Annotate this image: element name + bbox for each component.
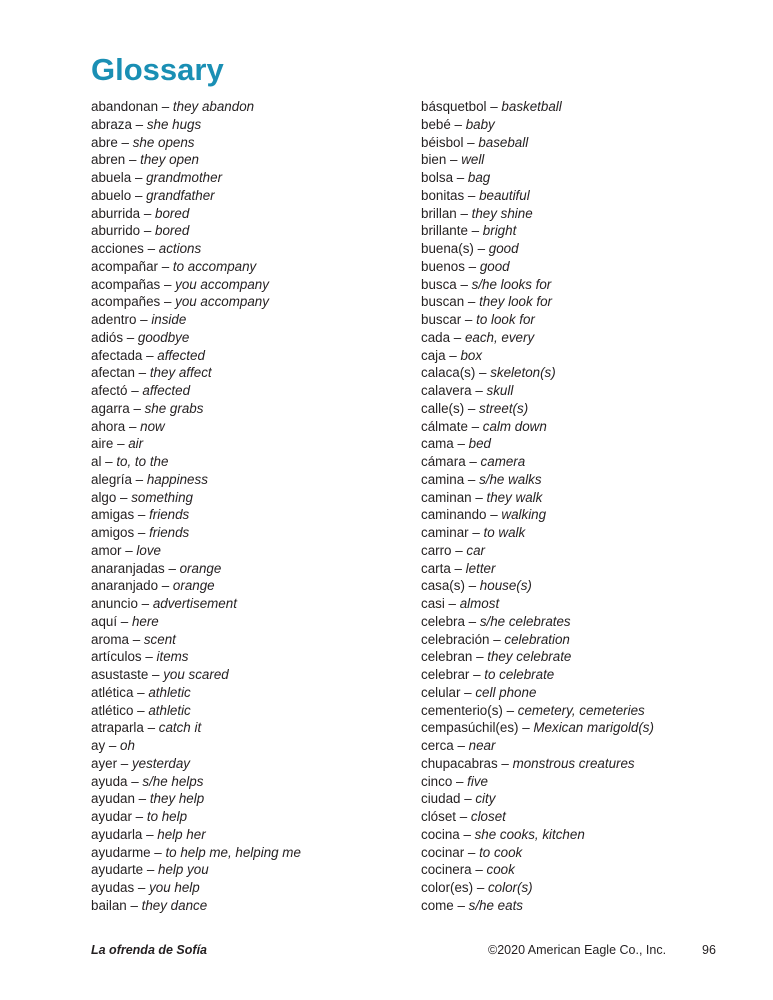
english-translation: they dance xyxy=(141,897,208,913)
english-translation: you help xyxy=(149,880,200,895)
spanish-term: ayuda xyxy=(91,773,128,789)
glossary-entry: aire – air xyxy=(91,436,144,452)
english-translation: walking xyxy=(501,507,547,523)
glossary-entry: celebrar – to celebrate xyxy=(421,667,555,682)
spanish-term: atlética xyxy=(91,684,134,700)
spanish-term: acompañar xyxy=(91,258,158,274)
english-translation: to look for xyxy=(476,312,535,327)
glossary-entry: caja – box xyxy=(421,347,483,363)
spanish-term: aburrida xyxy=(91,205,141,221)
english-translation: you scared xyxy=(163,667,229,682)
glossary-entry: casi – almost xyxy=(421,596,500,611)
glossary-entry: bebé – baby xyxy=(421,116,495,132)
english-translation: to walk xyxy=(483,525,526,540)
spanish-term: ayer xyxy=(91,755,118,771)
spanish-term: bolsa xyxy=(421,170,454,185)
spanish-term: ayudarme xyxy=(91,844,151,860)
glossary-entry: buscar – to look for xyxy=(421,312,535,327)
english-translation: basketball xyxy=(501,99,562,114)
english-translation: you accompany xyxy=(175,276,269,292)
spanish-term: amor xyxy=(91,542,122,558)
spanish-term: celebrar xyxy=(421,667,470,682)
glossary-entry: béisbol – baseball xyxy=(421,134,529,150)
spanish-term: celular xyxy=(421,684,461,700)
english-translation: now xyxy=(140,418,165,434)
spanish-term: atraparla xyxy=(91,720,144,736)
glossary-entry: cinco – five xyxy=(421,773,488,789)
glossary-entry: celebran – they celebrate xyxy=(421,649,572,665)
spanish-term: ayudarte xyxy=(91,862,144,878)
glossary-entry: abuelo – grandfather xyxy=(91,187,215,203)
english-translation: they look for xyxy=(479,294,553,310)
glossary-entry: aquí – here xyxy=(91,613,159,629)
english-translation: you accompany xyxy=(175,294,269,310)
english-translation: she grabs xyxy=(144,400,204,416)
english-translation: letter xyxy=(465,560,496,576)
spanish-term: ayudas xyxy=(91,880,135,895)
glossary-entry: busca – s/he looks for xyxy=(421,276,552,292)
spanish-term: come xyxy=(421,897,454,913)
spanish-term: cempasúchil(es) xyxy=(421,720,519,736)
glossary-entry: cempasúchil(es) – Mexican marigold(s) xyxy=(421,720,654,736)
english-translation: grandfather xyxy=(146,187,215,203)
english-translation: beautiful xyxy=(479,187,530,203)
glossary-entry: ayuda – s/he helps xyxy=(91,773,204,789)
glossary-entry: alegría – happiness xyxy=(91,471,208,487)
english-translation: something xyxy=(131,489,194,505)
spanish-term: color(es) xyxy=(421,880,474,895)
english-translation: cell phone xyxy=(475,684,537,700)
glossary-entry: adentro – inside xyxy=(91,312,187,327)
spanish-term: asustaste xyxy=(91,667,149,682)
english-translation: s/he walks xyxy=(479,471,542,487)
english-translation: grandmother xyxy=(146,170,223,185)
glossary-entry: calavera – skull xyxy=(421,383,514,398)
glossary-entry: brillan – they shine xyxy=(421,205,533,221)
spanish-term: buscan xyxy=(421,294,465,310)
glossary-entry: atlética – athletic xyxy=(91,684,191,700)
spanish-term: abuelo xyxy=(91,187,132,203)
english-translation: air xyxy=(128,436,144,452)
spanish-term: amigas xyxy=(91,507,135,523)
spanish-term: busca xyxy=(421,276,457,292)
spanish-term: ay xyxy=(91,738,106,753)
spanish-term: buenos xyxy=(421,258,465,274)
glossary-entry: celular – cell phone xyxy=(421,684,537,700)
english-translation: monstrous creatures xyxy=(512,755,635,771)
spanish-term: caja xyxy=(421,347,446,363)
spanish-term: camina xyxy=(421,471,465,487)
english-translation: they open xyxy=(140,152,199,168)
glossary-entry: calaca(s) – skeleton(s) xyxy=(421,365,556,381)
spanish-term: acompañas xyxy=(91,276,161,292)
glossary-entry: afectan – they affect xyxy=(91,365,212,381)
glossary-entry: abren – they open xyxy=(91,152,199,168)
glossary-entry: anaranjado – orange xyxy=(91,578,215,594)
spanish-term: básquetbol xyxy=(421,99,487,114)
english-translation: almost xyxy=(459,596,500,611)
english-translation: s/he eats xyxy=(468,897,523,913)
spanish-term: adentro xyxy=(91,312,137,327)
glossary-entry: aburrida – bored xyxy=(91,205,190,221)
spanish-term: cinco xyxy=(421,773,453,789)
english-translation: goodbye xyxy=(137,329,190,345)
english-translation: affected xyxy=(157,347,205,363)
english-translation: celebration xyxy=(504,631,570,647)
glossary-entry: chupacabras – monstrous creatures xyxy=(421,755,635,771)
english-translation: car xyxy=(466,542,486,558)
spanish-term: cerca xyxy=(421,738,454,753)
english-translation: calm down xyxy=(482,418,547,434)
english-translation: they celebrate xyxy=(487,649,572,665)
spanish-term: casa(s) xyxy=(421,578,465,594)
spanish-term: caminar xyxy=(421,525,469,540)
spanish-term: ayudan xyxy=(91,791,135,807)
spanish-term: bonitas xyxy=(421,187,465,203)
english-translation: inside xyxy=(151,312,187,327)
spanish-term: aire xyxy=(91,436,114,452)
glossary-entry: abre – she opens xyxy=(91,134,195,150)
english-translation: s/he looks for xyxy=(471,276,552,292)
spanish-term: caminan xyxy=(421,489,472,505)
spanish-term: ahora xyxy=(91,418,126,434)
english-translation: she hugs xyxy=(146,116,202,132)
english-translation: to cook xyxy=(479,844,523,860)
glossary-column-right xyxy=(421,98,654,915)
spanish-term: bailan xyxy=(91,897,127,913)
glossary-entry: ayudar – to help xyxy=(91,809,188,824)
glossary-entry: ciudad – city xyxy=(421,791,496,807)
spanish-term: aroma xyxy=(91,631,129,647)
english-translation: here xyxy=(131,613,159,629)
glossary-entry: atraparla – catch it xyxy=(91,720,202,736)
english-translation: street(s) xyxy=(479,400,529,416)
glossary-entry: aroma – scent xyxy=(91,631,176,647)
english-translation: they shine xyxy=(471,205,533,221)
spanish-term: cocina xyxy=(421,826,460,842)
spanish-term: abandonan xyxy=(91,99,159,114)
spanish-term: buscar xyxy=(421,312,462,327)
spanish-term: caminando xyxy=(421,507,487,523)
glossary-entry: cocinar – to cook xyxy=(421,844,523,860)
glossary-entry: ayer – yesterday xyxy=(91,755,191,771)
spanish-term: chupacabras xyxy=(421,755,498,771)
glossary-entry: brillante – bright xyxy=(421,223,517,239)
glossary-column-left xyxy=(91,98,301,915)
glossary-entry: calle(s) – street(s) xyxy=(421,400,529,416)
spanish-term: afectan xyxy=(91,365,135,381)
glossary-entry: caminando – walking xyxy=(421,507,547,523)
spanish-term: al xyxy=(91,454,102,469)
english-translation: closet xyxy=(470,809,506,824)
glossary-entry: casa(s) – house(s) xyxy=(421,578,532,594)
english-translation: well xyxy=(461,152,485,168)
english-translation: orange xyxy=(179,560,222,576)
spanish-term: casi xyxy=(421,596,445,611)
english-translation: house(s) xyxy=(479,578,532,594)
glossary-entry: celebración – celebration xyxy=(421,631,570,647)
english-translation: Mexican marigold(s) xyxy=(533,720,654,736)
glossary-entry: come – s/he eats xyxy=(421,897,523,913)
english-translation: bed xyxy=(468,436,491,452)
spanish-term: ayudar xyxy=(91,809,132,824)
english-translation: to, to the xyxy=(116,454,169,469)
english-translation: to help me, helping me xyxy=(165,844,301,860)
spanish-term: amigos xyxy=(91,525,135,540)
glossary-entry: bailan – they dance xyxy=(91,897,208,913)
glossary-entry: adiós – goodbye xyxy=(91,329,190,345)
english-translation: camera xyxy=(480,454,526,469)
english-translation: help you xyxy=(158,862,209,878)
english-translation: athletic xyxy=(148,702,191,718)
glossary-entry: ayudan – they help xyxy=(91,791,205,807)
english-translation: good xyxy=(479,258,510,274)
english-translation: each, every xyxy=(464,329,535,345)
spanish-term: celebración xyxy=(421,631,490,647)
english-translation: they abandon xyxy=(172,99,255,114)
spanish-term: abuela xyxy=(91,170,132,185)
glossary-entry: algo – something xyxy=(91,489,194,505)
glossary-entry: acompañar – to accompany xyxy=(91,258,257,274)
spanish-term: ayudarla xyxy=(91,826,143,842)
spanish-term: acompañes xyxy=(91,294,161,310)
english-translation: bored xyxy=(155,205,190,221)
spanish-term: cálmate xyxy=(421,418,468,434)
glossary-entry: ayudas – you help xyxy=(91,880,200,895)
english-translation: advertisement xyxy=(152,596,237,611)
glossary-entry: cocina – she cooks, kitchen xyxy=(421,826,585,842)
glossary-entry: bonitas – beautiful xyxy=(421,187,530,203)
spanish-term: alegría xyxy=(91,471,132,487)
spanish-term: anaranjadas xyxy=(91,560,165,576)
spanish-term: cocinar xyxy=(421,844,465,860)
spanish-term: béisbol xyxy=(421,134,464,150)
spanish-term: aburrido xyxy=(91,223,141,239)
spanish-term: acciones xyxy=(91,241,144,256)
glossary-entry: abandonan – they abandon xyxy=(91,99,255,114)
spanish-term: clóset xyxy=(421,809,456,824)
glossary-entry: caminar – to walk xyxy=(421,525,526,540)
page-title: Glossary xyxy=(91,52,224,87)
glossary-entry: acciones – actions xyxy=(91,241,202,256)
glossary-entry: color(es) – color(s) xyxy=(421,880,533,895)
glossary-entry: cerca – near xyxy=(421,738,496,753)
english-translation: baby xyxy=(465,116,495,132)
glossary-entry: caminan – they walk xyxy=(421,489,543,505)
glossary-entry: carro – car xyxy=(421,542,486,558)
spanish-term: aquí xyxy=(91,613,118,629)
spanish-term: celebran xyxy=(421,649,473,665)
spanish-term: ciudad xyxy=(421,791,461,807)
glossary-entry: cada – each, every xyxy=(421,329,535,345)
english-translation: athletic xyxy=(148,684,191,700)
spanish-term: abren xyxy=(91,152,126,168)
glossary-entry: camina – s/he walks xyxy=(421,471,542,487)
spanish-term: bebé xyxy=(421,116,451,132)
spanish-term: calavera xyxy=(421,383,472,398)
glossary-entry: afectó – affected xyxy=(91,383,191,398)
english-translation: friends xyxy=(149,525,190,540)
glossary-entry: afectada – affected xyxy=(91,347,205,363)
spanish-term: abre xyxy=(91,134,118,150)
english-translation: actions xyxy=(158,241,202,256)
english-translation: yesterday xyxy=(131,755,191,771)
glossary-entry: ahora – now xyxy=(91,418,165,434)
spanish-term: buena(s) xyxy=(421,241,474,256)
spanish-term: carro xyxy=(421,542,452,558)
glossary-entry: aburrido – bored xyxy=(91,223,190,239)
english-translation: love xyxy=(136,542,161,558)
spanish-term: cámara xyxy=(421,454,466,469)
english-translation: happiness xyxy=(146,471,208,487)
english-translation: orange xyxy=(172,578,215,594)
glossary-entry: al – to, to the xyxy=(91,454,169,469)
english-translation: to celebrate xyxy=(484,667,555,682)
glossary-entry: bien – well xyxy=(421,152,485,168)
english-translation: oh xyxy=(120,738,135,753)
glossary-entry: carta – letter xyxy=(421,560,496,576)
footer-copyright: ©2020 American Eagle Co., Inc. xyxy=(488,943,667,957)
glossary-entry: agarra – she grabs xyxy=(91,400,204,416)
english-translation: s/he celebrates xyxy=(479,613,571,629)
glossary-entry: asustaste – you scared xyxy=(91,667,229,682)
spanish-term: calaca(s) xyxy=(421,365,476,381)
spanish-term: abraza xyxy=(91,116,132,132)
english-translation: color(s) xyxy=(487,880,533,895)
glossary-entry: ay – oh xyxy=(91,738,135,753)
spanish-term: afectada xyxy=(91,347,143,363)
english-translation: skeleton(s) xyxy=(490,365,556,381)
english-translation: they walk xyxy=(486,489,543,505)
english-translation: she cooks, kitchen xyxy=(474,826,585,842)
glossary-entry: ayudarme – to help me, helping me xyxy=(91,844,301,860)
english-translation: affected xyxy=(142,383,191,398)
spanish-term: anuncio xyxy=(91,596,138,611)
english-translation: cemetery, cemeteries xyxy=(517,702,645,718)
spanish-term: agarra xyxy=(91,400,130,416)
glossary-entry: buenos – good xyxy=(421,258,510,274)
english-translation: city xyxy=(475,791,496,807)
glossary-entry: amigos – friends xyxy=(91,525,190,540)
spanish-term: celebra xyxy=(421,613,465,629)
glossary-entry: clóset – closet xyxy=(421,809,506,824)
spanish-term: cama xyxy=(421,436,454,452)
footer-book-title: La ofrenda de Sofía xyxy=(91,943,207,957)
english-translation: five xyxy=(467,773,488,789)
glossary-entry: amor – love xyxy=(91,542,161,558)
glossary-entry: básquetbol – basketball xyxy=(421,99,562,114)
spanish-term: algo xyxy=(91,489,117,505)
spanish-term: calle(s) xyxy=(421,400,465,416)
glossary-entry: bolsa – bag xyxy=(421,170,491,185)
glossary-entry: cementerio(s) – cemetery, cemeteries xyxy=(421,702,645,718)
glossary-entry: abuela – grandmother xyxy=(91,170,223,185)
spanish-term: anaranjado xyxy=(91,578,159,594)
english-translation: cook xyxy=(486,862,515,878)
spanish-term: brillan xyxy=(421,205,457,221)
glossary-entry: abraza – she hugs xyxy=(91,116,202,132)
page-number: 96 xyxy=(702,943,716,957)
english-translation: s/he helps xyxy=(142,773,204,789)
glossary-entry: buena(s) – good xyxy=(421,241,519,256)
spanish-term: atlético xyxy=(91,702,134,718)
english-translation: near xyxy=(468,738,496,753)
spanish-term: bien xyxy=(421,152,447,168)
glossary-entry: ayudarte – help you xyxy=(91,862,209,878)
spanish-term: brillante xyxy=(421,223,468,239)
glossary-entry: atlético – athletic xyxy=(91,702,191,718)
spanish-term: afectó xyxy=(91,383,128,398)
english-translation: scent xyxy=(143,631,176,647)
glossary-entry: cocinera – cook xyxy=(421,862,515,878)
glossary-entry: ayudarla – help her xyxy=(91,826,206,842)
glossary-entry: cálmate – calm down xyxy=(421,418,547,434)
english-translation: they help xyxy=(149,791,205,807)
english-translation: bright xyxy=(482,223,517,239)
glossary-entry: acompañas – you accompany xyxy=(91,276,269,292)
english-translation: friends xyxy=(149,507,190,523)
english-translation: good xyxy=(488,241,519,256)
english-translation: she opens xyxy=(132,134,195,150)
glossary-entry: artículos – items xyxy=(91,649,189,665)
glossary-entry: anuncio – advertisement xyxy=(91,596,237,611)
english-translation: catch it xyxy=(158,720,202,736)
english-translation: help her xyxy=(157,826,206,842)
glossary-entry: amigas – friends xyxy=(91,507,190,523)
glossary-entry: acompañes – you accompany xyxy=(91,294,269,310)
glossary-entry: celebra – s/he celebrates xyxy=(421,613,571,629)
english-translation: bored xyxy=(155,223,190,239)
english-translation: they affect xyxy=(149,365,212,381)
spanish-term: cocinera xyxy=(421,862,472,878)
glossary-entry: anaranjadas – orange xyxy=(91,560,222,576)
spanish-term: cada xyxy=(421,329,451,345)
english-translation: baseball xyxy=(478,134,529,150)
spanish-term: artículos xyxy=(91,649,142,665)
spanish-term: carta xyxy=(421,560,451,576)
spanish-term: cementerio(s) xyxy=(421,702,503,718)
glossary-entry: buscan – they look for xyxy=(421,294,553,310)
glossary-entry: cámara – camera xyxy=(421,454,526,469)
english-translation: items xyxy=(156,649,189,665)
spanish-term: adiós xyxy=(91,329,124,345)
english-translation: to help xyxy=(146,809,188,824)
english-translation: box xyxy=(460,347,483,363)
glossary-entry: cama – bed xyxy=(421,436,491,452)
english-translation: bag xyxy=(467,170,491,185)
english-translation: to accompany xyxy=(172,258,257,274)
english-translation: skull xyxy=(486,383,514,398)
